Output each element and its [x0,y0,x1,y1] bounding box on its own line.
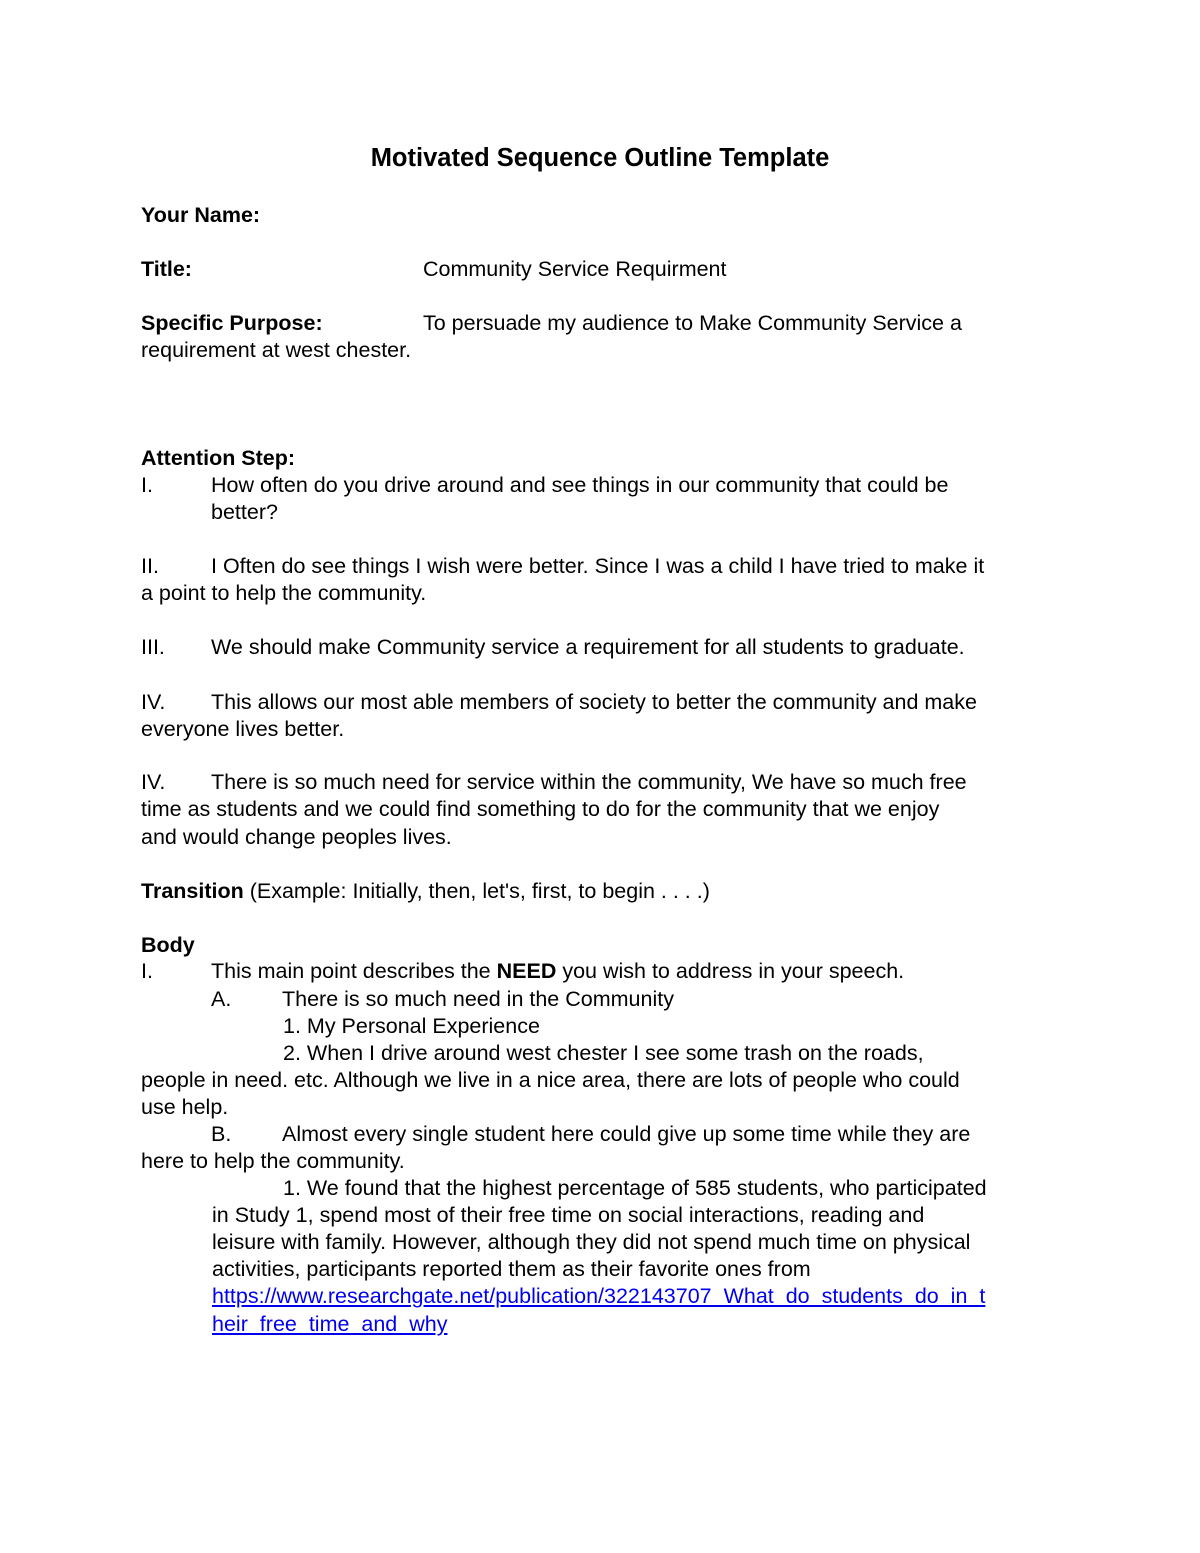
specific-purpose-line1: To persuade my audience to Make Community Service a [423,311,962,335]
body-sub-b1-line2: in Study 1, spend most of their free time on social interactions, reading and [212,1203,925,1227]
specific-purpose-line2: requirement at west chester. [141,338,412,362]
attention-item-1-numeral: I. [141,473,153,497]
body-sub-a-letter: A. [211,987,232,1011]
attention-item-5-numeral: IV. [141,770,166,794]
title-value: Community Service Requirment [423,257,727,281]
attention-item-4-line2: everyone lives better. [141,717,345,741]
attention-item-2-line1: I Often do see things I wish were better. Since I was a child I have tried to make it [211,554,985,578]
source-link-line1[interactable]: https://www.researchgate.net/publication/322143707_What_do_students_do_in_t [212,1284,986,1308]
body-point-1-text-before: This main point describes the [211,959,497,983]
body-heading: Body [141,933,195,957]
attention-item-2-numeral: II. [141,554,159,578]
attention-item-4-numeral: IV. [141,690,166,714]
attention-item-3-numeral: III. [141,635,165,659]
attention-item-2-line2: a point to help the community. [141,581,427,605]
document-title: Motivated Sequence Outline Template [370,144,830,172]
body-sub-b-line1: Almost every single student here could give up some time while they are [282,1122,971,1146]
body-sub-b-letter: B. [211,1122,232,1146]
attention-heading: Attention Step: [141,446,296,470]
body-point-1-text-after: you wish to address in your speech. [556,959,905,983]
body-sub-a2-line2: people in need. etc. Although we live in a nice area, there are lots of people who could [141,1068,960,1092]
body-sub-b1-line1: 1. We found that the highest percentage of 585 students, who participated [283,1176,987,1200]
body-sub-b-line2: here to help the community. [141,1149,405,1173]
attention-item-5-line2: time as students and we could find something to do for the community that we enjoy [141,797,940,821]
body-sub-a2-line3: use help. [141,1095,229,1119]
attention-item-5-line3: and would change peoples lives. [141,825,452,849]
body-sub-a2-line1: 2. When I drive around west chester I see some trash on the roads, [283,1041,924,1065]
body-point-1-need: NEED [496,959,557,983]
body-point-1-text [211,958,904,985]
transition-text: (Example: Initially, then, let's, first, to begin . . . .) [243,879,710,903]
your-name-label: Your Name: [141,203,261,227]
body-point-1-numeral: I. [141,959,153,983]
transition-line [141,878,710,905]
attention-item-4-line1: This allows our most able members of society to better the community and make [211,690,977,714]
attention-item-3-line1: We should make Community service a requirement for all students to graduate. [211,635,965,659]
attention-item-1-line2: better? [211,500,278,524]
specific-purpose-label: Specific Purpose: [141,311,323,335]
attention-item-1-line1: How often do you drive around and see things in our community that could be [211,473,949,497]
transition-label: Transition [141,879,244,903]
body-sub-b1-line4: activities, participants reported them as their favorite ones from [212,1257,811,1281]
source-link-line2[interactable]: heir_free_time_and_why [212,1312,448,1336]
body-sub-a-text: There is so much need in the Community [282,987,674,1011]
attention-item-5-line1: There is so much need for service within the community, We have so much free [211,770,967,794]
title-label: Title: [141,257,192,281]
body-sub-a1: 1. My Personal Experience [283,1014,540,1038]
body-sub-b1-line3: leisure with family. However, although they did not spend much time on physical [212,1230,971,1254]
